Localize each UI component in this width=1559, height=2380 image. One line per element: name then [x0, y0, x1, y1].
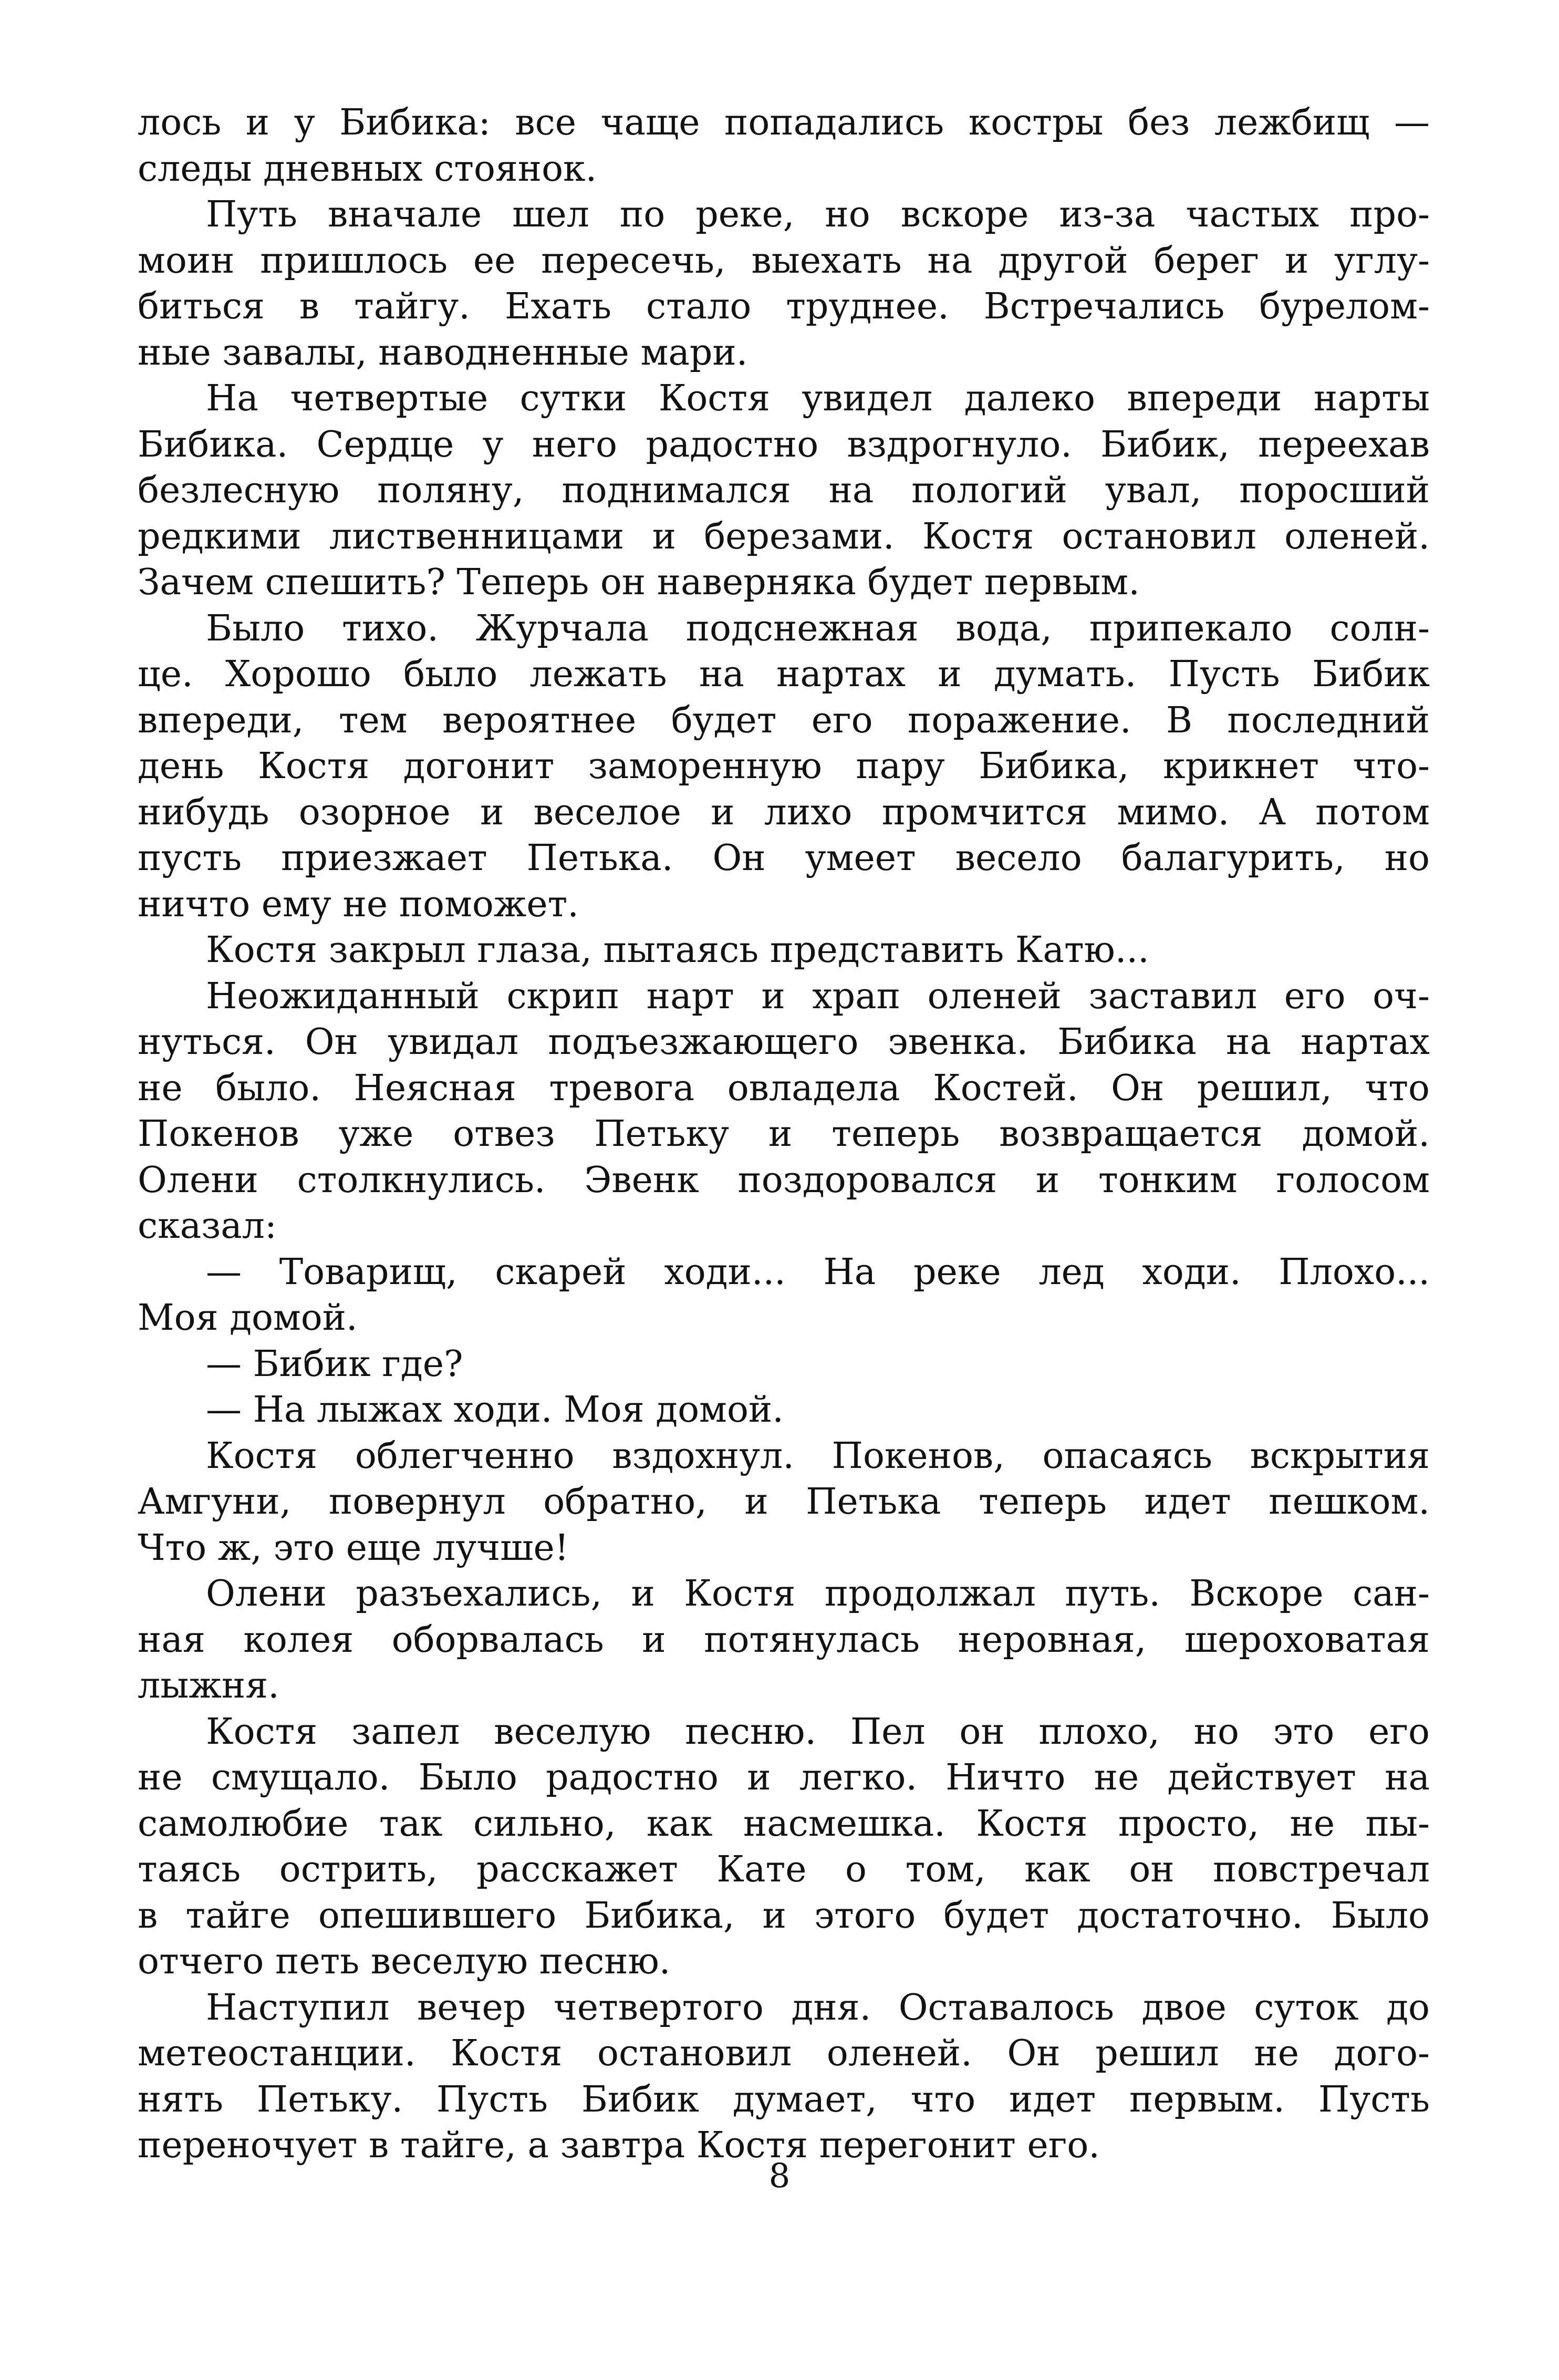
text-line: моин пришлось ее пересечь, выехать на другой берег и углу- [138, 240, 1430, 282]
text-line: це. Хорошо было лежать на нартах и думать. Пусть Бибик [138, 654, 1430, 695]
text-line: лось и у Бибика: все чаще попадались костры без лежбищ — [138, 102, 1430, 143]
text-line: пусть приезжает Петька. Он умеет весело балагурить, но [138, 837, 1430, 879]
body-text [138, 100, 1430, 2169]
text-line: Олени разъехались, и Костя продолжал путь. Вскоре сан- [206, 1573, 1430, 1615]
text-line: Олени столкнулись. Эвенк поздоровался и тонким голосом [138, 1159, 1430, 1201]
text-line: не смущало. Было радостно и легко. Ничто не действует на [138, 1757, 1430, 1798]
text-line: безлесную поляну, поднимался на пологий увал, поросший [138, 470, 1430, 511]
text-line: — Бибик где? [206, 1343, 463, 1385]
text-line: Неожиданный скрип нарт и храп оленей заставил его оч- [206, 975, 1430, 1017]
text-line: Путь вначале шел по реке, но вскоре из-за частых про- [206, 194, 1430, 235]
text-line: в тайге опешившего Бибика, и этого будет достаточно. Было [138, 1895, 1430, 1937]
text-line: метеостанции. Костя остановил оленей. Он решил не дого- [138, 2033, 1430, 2074]
text-line: сказал: [138, 1205, 277, 1247]
text-line: — Товарищ, скарей ходи... На реке лед ходи. Плохо... [206, 1251, 1430, 1293]
text-line: Костя облегченно вздохнул. Покенов, опасаясь вскрытия [206, 1435, 1430, 1477]
text-line: Моя домой. [138, 1297, 358, 1339]
text-line: ная колея оборвалась и потянулась неровная, шероховатая [138, 1619, 1430, 1661]
page-number: 8 [768, 2157, 791, 2196]
text-line: нибудь озорное и веселое и лихо промчится мимо. А потом [138, 791, 1430, 833]
text-line: ничто ему не поможет. [138, 883, 579, 925]
text-line: Было тихо. Журчала подснежная вода, припекало солн- [206, 607, 1430, 649]
text-line: не было. Неясная тревога овладела Костей. Он решил, что [138, 1067, 1430, 1109]
text-line: Зачем спешить? Теперь он наверняка будет первым. [138, 562, 1140, 603]
text-line: переночует в тайге, а завтра Костя перегонит его. [138, 2125, 1100, 2166]
text-line: — На лыжах ходи. Моя домой. [206, 1389, 784, 1431]
text-line: самолюбие так сильно, как насмешка. Костя просто, не пы- [138, 1803, 1430, 1845]
text-line: Покенов уже отвез Петьку и теперь возвращается домой. [138, 1113, 1430, 1155]
text-line: биться в тайгу. Ехать стало труднее. Встречались бурелом- [138, 286, 1430, 327]
text-line: редкими лиственницами и березами. Костя остановил оленей. [138, 515, 1430, 557]
text-line: Бибика. Сердце у него радостно вздрогнуло. Бибик, переехав [138, 423, 1430, 465]
text-line: лыжня. [138, 1665, 279, 1706]
text-line: впереди, тем вероятнее будет его поражение. В последний [138, 699, 1430, 741]
text-line: Костя закрыл глаза, пытаясь представить Катю... [206, 929, 1149, 971]
text-line: На четвертые сутки Костя увидел далеко впереди нарты [206, 378, 1430, 419]
text-line: Наступил вечер четвертого дня. Оставалось двое суток до [206, 1986, 1430, 2029]
text-line: отчего петь веселую песню. [138, 1941, 671, 1982]
text-line: Что ж, это еще лучше! [138, 1527, 569, 1569]
text-line: следы дневных стоянок. [138, 148, 597, 190]
text-line: Костя запел веселую песню. Пел он плохо, но это его [206, 1711, 1430, 1753]
text-line: нуться. Он увидал подъезжающего эвенка. Бибика на нартах [138, 1021, 1430, 1063]
text-line: нять Петьку. Пусть Бибик думает, что идет первым. Пусть [138, 2078, 1430, 2120]
text-line: Амгуни, повернул обратно, и Петька теперь идет пешком. [138, 1481, 1430, 1523]
text-line: ные завалы, наводненные мари. [138, 332, 748, 374]
text-line: таясь острить, расскажет Кате о том, как он повстречал [138, 1849, 1430, 1890]
text-line: день Костя догонит заморенную пару Бибика, крикнет что- [138, 746, 1430, 787]
